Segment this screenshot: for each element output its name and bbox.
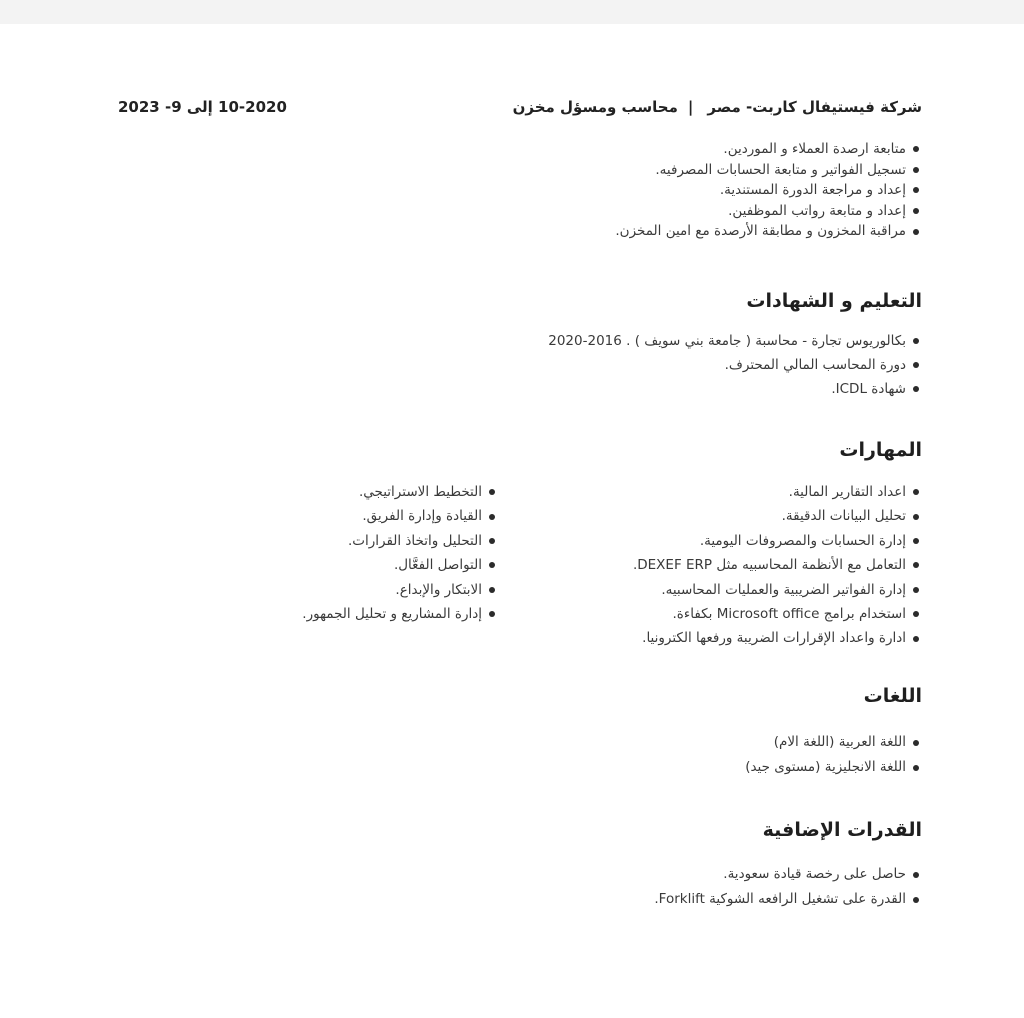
languages-list bbox=[745, 730, 922, 780]
job-header bbox=[513, 98, 922, 116]
extra-section bbox=[763, 816, 922, 844]
list-item: إدارة المشاريع و تحليل الجمهور. bbox=[302, 602, 498, 626]
list-item: متابعة ارصدة العملاء و الموردين. bbox=[615, 139, 922, 160]
education-title: التعليم و الشهادات bbox=[746, 290, 922, 312]
job-role: محاسب ومسؤل مخزن bbox=[512, 98, 678, 116]
list-item: إدارة الفواتير الضريبية والعمليات المحاسبيه. bbox=[633, 578, 922, 602]
list-item: استخدام برامج Microsoft office بكفاءة. bbox=[633, 602, 922, 626]
list-item: اللغة العربية (اللغة الام) bbox=[745, 730, 922, 755]
education-section bbox=[746, 287, 922, 315]
list-item: إدارة الحسابات والمصروفات اليومية. bbox=[633, 529, 922, 553]
skills-section bbox=[839, 436, 922, 464]
list-item: القيادة وإدارة الفريق. bbox=[302, 504, 498, 528]
list-item: حاصل على رخصة قيادة سعودية. bbox=[654, 862, 922, 887]
list-item: دورة المحاسب المالي المحترف. bbox=[548, 353, 922, 377]
extra-list bbox=[654, 862, 922, 912]
experience-tasks bbox=[615, 139, 922, 242]
job-separator: | bbox=[687, 98, 694, 116]
list-item: اللغة الانجليزية (مستوى جيد) bbox=[745, 755, 922, 780]
viewer-top-bar bbox=[0, 0, 1024, 24]
skills-title: المهارات bbox=[839, 439, 922, 461]
list-item: تحليل البيانات الدقيقة. bbox=[633, 504, 922, 528]
education-list bbox=[548, 329, 922, 401]
list-item: بكالوريوس تجارة - محاسبة ( جامعة بني سويف ) . 2016-2020 bbox=[548, 329, 922, 353]
languages-title: اللغات bbox=[863, 685, 922, 707]
list-item: تسجيل الفواتير و متابعة الحسابات المصرفيه. bbox=[615, 160, 922, 181]
list-item: مراقبة المخزون و مطابقة الأرصدة مع امين المخزن. bbox=[615, 221, 922, 242]
list-item: التخطيط الاستراتيجي. bbox=[302, 480, 498, 504]
skills-column-1 bbox=[633, 480, 922, 651]
list-item: إعداد و متابعة رواتب الموظفين. bbox=[615, 201, 922, 222]
list-item: الابتكار والإبداع. bbox=[302, 578, 498, 602]
list-item: ادارة واعداد الإقرارات الضريبة ورفعها الكترونيا. bbox=[633, 626, 922, 650]
list-item: القدرة على تشغيل الرافعه الشوكية Forklift. bbox=[654, 887, 922, 912]
list-item: اعداد التقارير المالية. bbox=[633, 480, 922, 504]
list-item: شهادة ICDL. bbox=[548, 377, 922, 401]
job-date: 10-2020 إلى 9- 2023 bbox=[118, 98, 287, 116]
extra-title: القدرات الإضافية bbox=[762, 819, 922, 841]
list-item: إعداد و مراجعة الدورة المستندية. bbox=[615, 180, 922, 201]
company-name: شركة فيستيفال كاربت- مصر bbox=[707, 98, 922, 116]
skills-column-2 bbox=[302, 480, 498, 626]
list-item: التعامل مع الأنظمة المحاسبيه مثل DEXEF ERP. bbox=[633, 553, 922, 577]
list-item: التواصل الفعَّال. bbox=[302, 553, 498, 577]
languages-section bbox=[864, 682, 922, 710]
list-item: التحليل واتخاذ القرارات. bbox=[302, 529, 498, 553]
